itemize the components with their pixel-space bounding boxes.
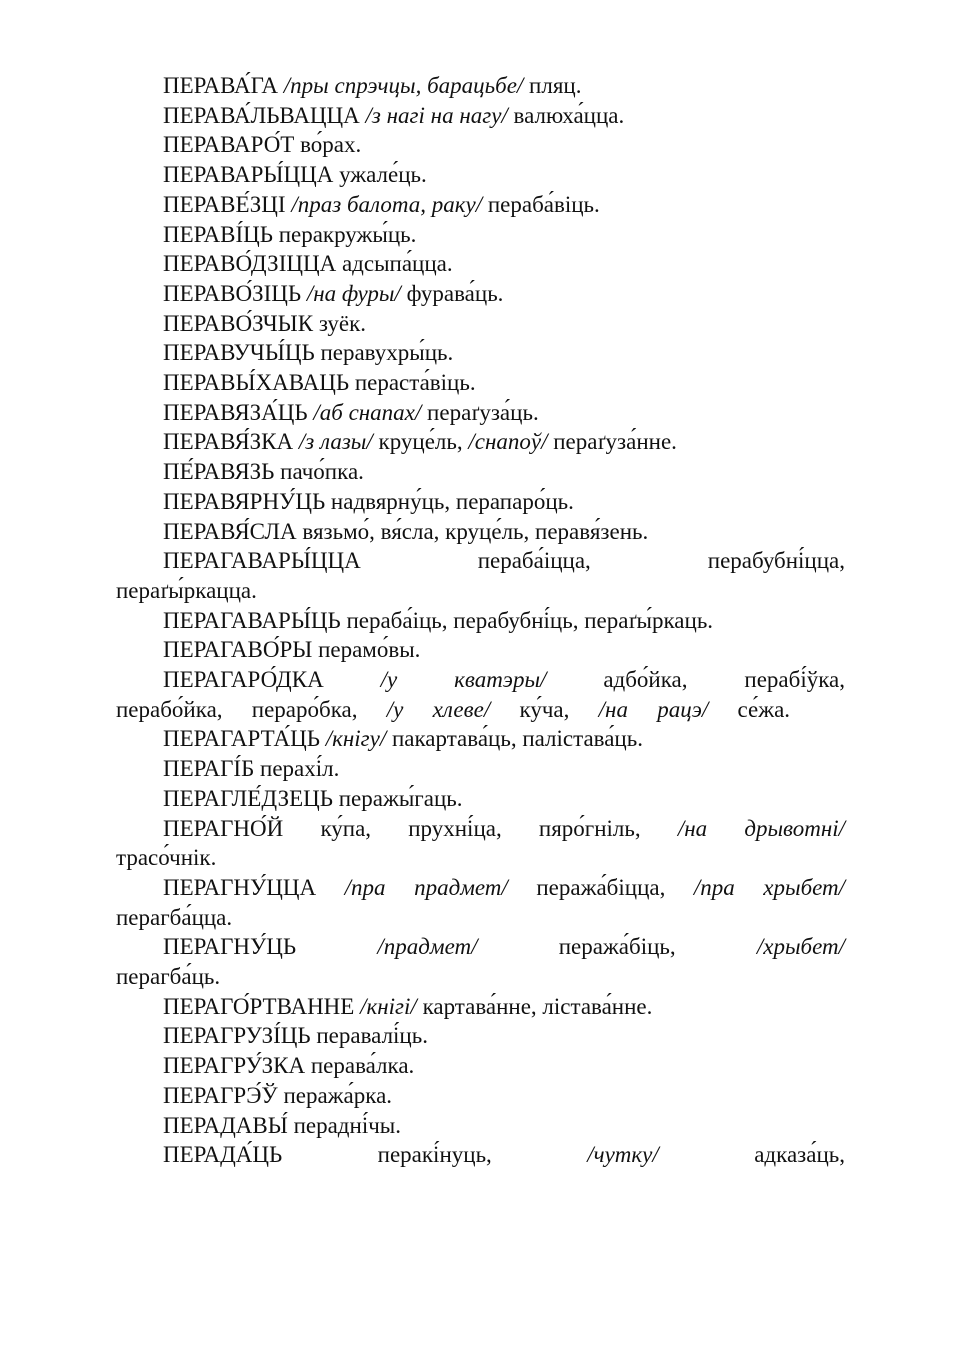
dictionary-entry: [163, 458, 364, 486]
definition-text: пераґуза́нне.: [553, 429, 677, 454]
dictionary-entry: [163, 755, 339, 783]
usage-context: /на рацэ/: [598, 697, 709, 722]
headword: ПЕРАГАВАРЫ́ЦЬ: [163, 608, 341, 633]
definition-text: перакружы́ць.: [278, 222, 417, 247]
dictionary-entry: [163, 280, 503, 308]
definition-text: пеража́біцца,: [536, 875, 666, 900]
headword: ПЕРАВЕ́ЗЦІ: [163, 192, 286, 217]
usage-context: /чутку/: [587, 1142, 659, 1167]
headword: ПЕРАВУЧЫ́ЦЬ: [163, 340, 315, 365]
dictionary-entry: [163, 933, 845, 961]
headword: ПЕРАВЯЗА́ЦЬ: [163, 400, 308, 425]
usage-context: /прадмет/: [377, 934, 478, 959]
dictionary-entry: [163, 72, 581, 100]
headword: ПЕРАВІ́ЦЬ: [163, 222, 273, 247]
dictionary-entry: [163, 547, 845, 575]
usage-context: /у хлеве/: [386, 697, 491, 722]
definition-text: адсыпа́цца.: [341, 251, 453, 276]
dictionary-entry: [163, 339, 453, 367]
headword: ПЕРАВАРО́Т: [163, 132, 295, 157]
definition-text: адбо́йка, перабі́ўка,: [603, 667, 846, 692]
definition-text: пераба́віць.: [487, 192, 600, 217]
dictionary-entry: [163, 815, 845, 843]
headword: ПЕРАГНУ́ЦЦА: [163, 875, 317, 900]
headword: ПЕРАДА́ЦЬ: [163, 1142, 283, 1167]
usage-context: /з нагі на нагу/: [365, 103, 508, 128]
definition-text: зуёк.: [318, 311, 367, 336]
headword: ПЕРАВЯ́ЗКА: [163, 429, 294, 454]
usage-context: /хрыбет/: [756, 934, 846, 959]
usage-context: /у кватэры/: [380, 667, 547, 692]
dictionary-entry: [163, 161, 427, 189]
headword: ПЕРАВАРЫ́ЦЦА: [163, 162, 334, 187]
entry-continuation: [116, 577, 257, 605]
dictionary-entry: [163, 250, 453, 278]
usage-context: /на фуры/: [306, 281, 401, 306]
dictionary-entry: [163, 874, 845, 902]
definition-text: се́жа.: [737, 697, 791, 722]
definition-text: ку́па, прухні́ца, пяро́гніль,: [320, 816, 641, 841]
definition-text: круце́ль,: [378, 429, 463, 454]
definition-text: картава́нне, лістава́нне.: [422, 994, 653, 1019]
dictionary-entry: [163, 1052, 414, 1080]
dictionary-entry: [163, 488, 574, 516]
dictionary-entry: [163, 221, 416, 249]
dictionary-entry: [163, 102, 624, 130]
definition-text: перадні́чы.: [293, 1113, 401, 1138]
dictionary-entry: [163, 399, 539, 427]
dictionary-entry: [163, 725, 643, 753]
headword: ПЕРАВО́ЗІЦЬ: [163, 281, 302, 306]
dictionary-entry: [163, 636, 420, 664]
headword: ПЕРАГНУ́ЦЬ: [163, 934, 297, 959]
dictionary-entry: [163, 666, 845, 694]
headword: ПЕРАГРУ́ЗКА: [163, 1053, 306, 1078]
definition-text: перава́лка.: [310, 1053, 415, 1078]
definition-text: пляц.: [529, 73, 582, 98]
dictionary-entry: [163, 1112, 401, 1140]
headword: ПЕРАГРУЗІ́ЦЬ: [163, 1023, 311, 1048]
definition-text: пачо́пка.: [280, 459, 364, 484]
usage-context: /на дрывотні/: [677, 816, 846, 841]
definition-text: пераста́віць.: [354, 370, 476, 395]
definition-text: пакартава́ць, палістава́ць.: [391, 726, 643, 751]
usage-context: /пра хрыбет/: [693, 875, 846, 900]
headword: ПЕРАГАРТА́ЦЬ: [163, 726, 320, 751]
headword: ПЕРАВА́ГА: [163, 73, 279, 98]
dictionary-entry: [163, 785, 463, 813]
usage-context: /пра прадмет/: [344, 875, 508, 900]
definition-text: фурава́ць.: [406, 281, 504, 306]
definition-text: адказа́ць,: [754, 1142, 845, 1167]
definition-text: пераґуза́ць.: [427, 400, 539, 425]
headword: ПЕРАГАВАРЫ́ЦЦА: [163, 548, 361, 573]
definition-text: ужале́ць.: [339, 162, 427, 187]
definition-text: перахі́л.: [260, 756, 340, 781]
headword: ПЕРАВЫ́ХАВАЦЬ: [163, 370, 350, 395]
definition-text: вязьмо́, вя́сла, круце́ль, перавя́зень.: [302, 519, 649, 544]
entry-continuation: [116, 963, 220, 991]
definition-text: перамо́вы.: [318, 637, 421, 662]
definition-text: пеража́рка.: [283, 1083, 393, 1108]
definition-text: трасо́чнік.: [116, 845, 217, 870]
headword: ПЕРАГНО́Й: [163, 816, 284, 841]
usage-context: /з лазы/: [298, 429, 373, 454]
headword: ПЕРАДАВЫ́: [163, 1113, 288, 1138]
definition-text: перакі́нуць,: [377, 1142, 492, 1167]
usage-context: /праз балота, раку/: [291, 192, 483, 217]
dictionary-entry: [163, 607, 713, 635]
headword: ПЕРАГРЭ́Ў: [163, 1083, 278, 1108]
definition-text: перавалі́ць.: [316, 1023, 428, 1048]
headword: ПЕРАВА́ЛЬВАЦЦА: [163, 103, 360, 128]
definition-text: перабо́йка, перaро́бка,: [116, 697, 358, 722]
definition-text: валюха́цца.: [513, 103, 625, 128]
headword: ПЕРАГІ́Б: [163, 756, 255, 781]
definition-text: надвярну́ць, перапаро́ць.: [330, 489, 574, 514]
headword: ПЕРАВЯ́СЛА: [163, 519, 297, 544]
dictionary-entry: [163, 1141, 845, 1169]
dictionary-entry: [163, 191, 600, 219]
dictionary-entry: [163, 993, 652, 1021]
headword: ПЕРАГАВО́РЫ: [163, 637, 313, 662]
definition-text: перавухры́ць.: [320, 340, 454, 365]
usage-context: /снапоў/: [468, 429, 548, 454]
definition-text: пераба́іцца, перабубні́цца,: [477, 548, 845, 573]
dictionary-entry: [163, 369, 476, 397]
usage-context: /кнігі/: [360, 994, 417, 1019]
dictionary-entry: [163, 1022, 428, 1050]
dictionary-entry: [163, 310, 366, 338]
headword: ПЕ́РАВЯЗЬ: [163, 459, 275, 484]
definition-text: перагба́ць.: [116, 964, 221, 989]
headword: ПЕРАВЯРНУ́ЦЬ: [163, 489, 326, 514]
entry-continuation: [116, 696, 790, 724]
definition-text: перагба́цца.: [116, 905, 233, 930]
headword: ПЕРАГАРО́ДКА: [163, 667, 324, 692]
definition-text: ку́ча,: [519, 697, 570, 722]
dictionary-entry: [163, 518, 648, 546]
definition-text: перажы́гаць.: [338, 786, 463, 811]
dictionary-entry: [163, 428, 677, 456]
definition-text: пеража́біць,: [558, 934, 676, 959]
usage-context: /кнігу/: [325, 726, 387, 751]
definition-text: пераба́іць, перабубні́ць, пераґы́ркаць.: [346, 608, 714, 633]
headword: ПЕРАГО́РТВАННЕ: [163, 994, 355, 1019]
dictionary-entry: [163, 131, 361, 159]
definition-text: пераґы́ркацца.: [116, 578, 257, 603]
entry-continuation: [116, 904, 232, 932]
definition-text: во́рах.: [300, 132, 362, 157]
usage-context: /аб снапах/: [313, 400, 422, 425]
usage-context: /пры спрэчцы, барацьбе/: [283, 73, 524, 98]
dictionary-entry: [163, 1082, 392, 1110]
entry-continuation: [116, 844, 216, 872]
headword: ПЕРАГЛЕ́ДЗЕЦЬ: [163, 786, 333, 811]
headword: ПЕРАВО́ЗЧЫК: [163, 311, 314, 336]
headword: ПЕРАВО́ДЗІЦЦА: [163, 251, 337, 276]
